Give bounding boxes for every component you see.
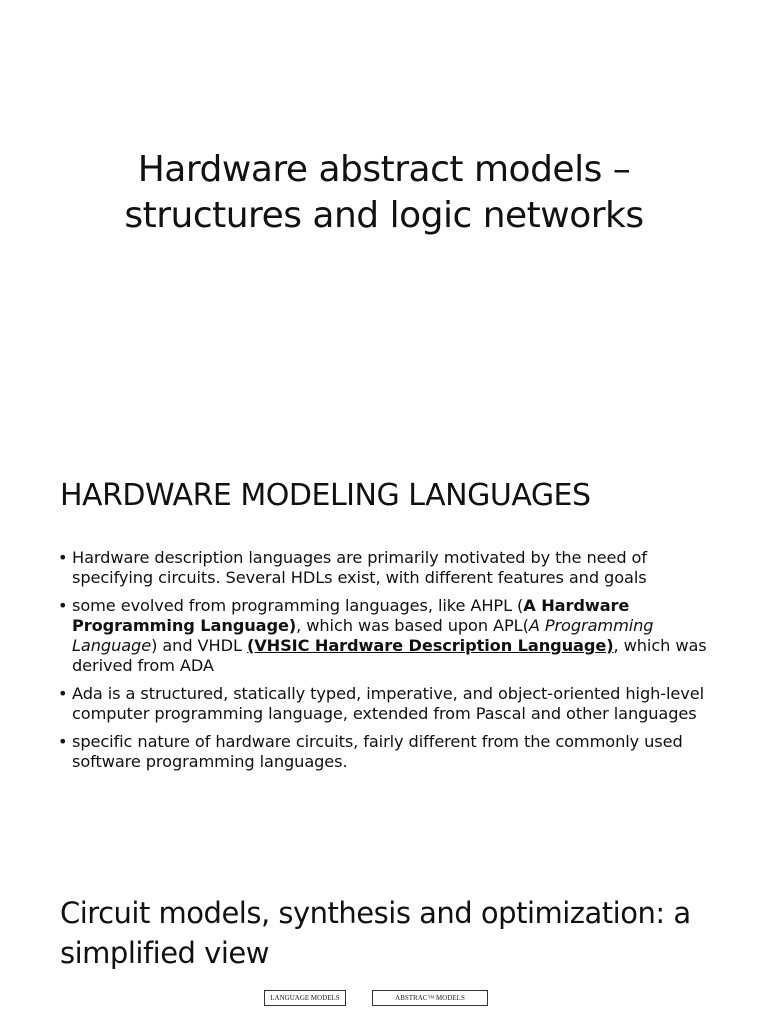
bullet-dot: • <box>58 548 68 567</box>
bullet-dot: • <box>58 732 68 751</box>
bullet-dot: • <box>58 596 68 615</box>
circuit-heading <box>60 893 720 973</box>
apl-expansion: A Programming Language <box>72 616 654 655</box>
section-heading: HARDWARE MODELING LANGUAGES <box>60 478 591 513</box>
bullet-text: some evolved from programming languages, like AHPL ( <box>72 596 524 615</box>
vhdl-expansion: (VHSIC Hardware Description Language) <box>246 636 614 655</box>
bullet-text: , which was derived from ADA <box>72 636 707 675</box>
bullet-text: Ada is a structured, statically typed, imperative, and object-oriented high-level computer programming language, extended from Pascal and other languages <box>72 684 705 723</box>
title-line-1: Hardware abstract models – <box>137 149 631 191</box>
bullet-item <box>58 596 718 676</box>
bullet-text: specific nature of hardware circuits, fairly different from the commonly used software programming languages. <box>72 732 683 771</box>
bullet-item <box>58 732 718 772</box>
bullet-text: ) and VHDL <box>151 636 247 655</box>
bullet-item <box>58 548 718 588</box>
abstract-models-box: ABSTRAC™ MODELS <box>372 990 488 1006</box>
circuit-heading-line-1: Circuit models, synthesis and optimization: a <box>60 896 691 930</box>
bullet-text: , which was based upon APL( <box>296 616 529 635</box>
bullet-dot: • <box>58 684 68 703</box>
bullet-text: Hardware description languages are primarily motivated by the need of specifying circuits. Several HDLs exist, with different features and goals <box>72 548 647 587</box>
language-models-box: LANGUAGE MODELS <box>264 990 346 1006</box>
ahpl-expansion: A Hardware Programming Language) <box>72 596 630 635</box>
slide-title <box>0 147 768 239</box>
title-line-2: structures and logic networks <box>124 195 644 237</box>
bullet-item <box>58 684 718 724</box>
circuit-heading-line-2: simplified view <box>60 936 269 970</box>
bullet-list <box>58 548 718 780</box>
